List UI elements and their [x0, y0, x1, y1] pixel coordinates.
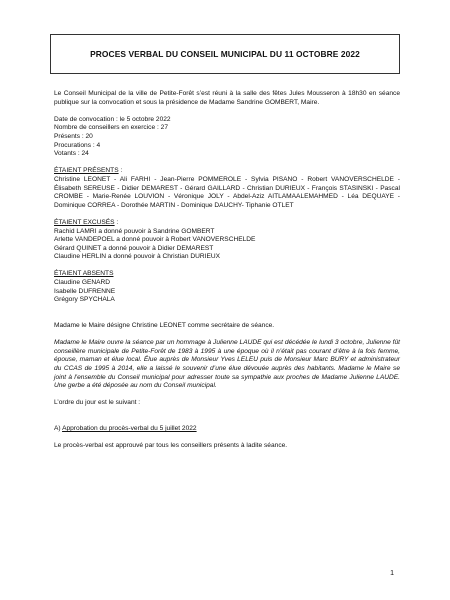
secretary-paragraph: Madame le Maire désigne Christine LEONET comme secrétaire de séance. — [54, 322, 275, 330]
absent-line: Claudine GENARD — [54, 279, 111, 287]
agenda-intro: L’ordre du jour est le suivant : — [54, 399, 141, 407]
presents-heading: ÉTAIENT PRÉSENTS — [54, 167, 119, 175]
excuse-line: Arlette VANDEPOEL a donné pouvoir à Robert VANOVERSCHELDE — [54, 236, 256, 244]
session-stats — [54, 116, 400, 159]
agenda-item-a — [54, 425, 400, 434]
stat-procurations: Procurations : 4 — [54, 141, 101, 149]
title-box — [50, 34, 400, 74]
absent-line: Isabelle DUFRENNE — [54, 287, 116, 295]
document-body — [54, 90, 400, 451]
homage-paragraph: Madame le Maire ouvre la séance par un hommage à Julienne LAUDE qui est décédée le lundi 3 octobre, Julienne fût conseillère municipale de Petite-Forêt de 1983 à 1995 à une époque où il n’était pas courant d’être à la fois femme, épouse, maman et élue local. Élue auprès de Monsieur Yves LELEU puis de Monsieur Marc BURY et administrateur du CCAS de 1995 à 2014, elle a laissé le souvenir d’une élue dévouée auprès des habitants. Madame le Maire se joint à l’ensemble du Conseil municipal pour adresser toute sa sympathie aux proches de Madame Julienne LAUDE. Une gerbe a été déposée au nom du Conseil municipal. — [54, 339, 400, 390]
stat-convocation: Date de convocation : le 5 octobre 2022 — [54, 115, 171, 123]
approval-paragraph: Le procès-verbal est approuvé par tous les conseillers présents à ladite séance. — [54, 442, 288, 450]
absent-line: Grégory SPYCHALA — [54, 296, 115, 304]
stat-votants: Votants : 24 — [54, 150, 89, 158]
presents-list: Christine LEONET - Ali FARHI - Jean-Pierre POMMEROLE - Sylvia PISANO - Robert VANOVERSCHELDE - Élisabeth SEREUSE - Didier DEMAREST - Gérard GAILLARD - Christian DURIEUX - François STASINSKI - Pascal CROMBE - Marie-Renée LOUVION - Véronique JOLY - Abdel-Aziz AITLAMAALEMAHMED - Léa DEQUAYE - Dominique CORREA - Dorothée MARTIN - Dominique DAUCHY- Tiphanie OTLET — [54, 175, 400, 209]
page-number: 1 — [390, 570, 394, 577]
agenda-item-a-label: Approbation du procès-verbal du 5 juillet 2022 — [62, 425, 197, 433]
presents-heading-suffix: : — [118, 167, 123, 175]
agenda-item-a-prefix: A) — [54, 425, 63, 433]
presents-section — [54, 167, 400, 210]
excuses-heading-suffix: : — [114, 218, 119, 226]
document-title: PROCES VERBAL DU CONSEIL MUNICIPAL DU 11 OCTOBRE 2022 — [90, 48, 360, 59]
stat-conseillers: Nombre de conseillers en exercice : 27 — [54, 124, 168, 132]
stat-presents: Présents : 20 — [54, 132, 93, 140]
excuse-line: Rachid LAMRI a donné pouvoir à Sandrine GOMBERT — [54, 227, 215, 235]
absents-heading: ÉTAIENT ABSENTS — [54, 270, 114, 278]
excuse-line: Gérard QUINET a donné pouvoir à Didier DEMAREST — [54, 244, 214, 252]
excuses-section — [54, 219, 400, 262]
excuses-heading: ÉTAIENT EXCUSÉS — [54, 218, 115, 226]
absents-section — [54, 270, 400, 304]
excuse-line: Claudine HERLIN a donné pouvoir à Christian DURIEUX — [54, 253, 221, 261]
intro-paragraph: Le Conseil Municipal de la ville de Petite-Forêt s’est réuni à la salle des fêtes Jules Mousseron à 18h30 en séance publique sur la convocation et sous la présidence de Madame Sandrine GOMBERT, Maire. — [54, 90, 400, 106]
